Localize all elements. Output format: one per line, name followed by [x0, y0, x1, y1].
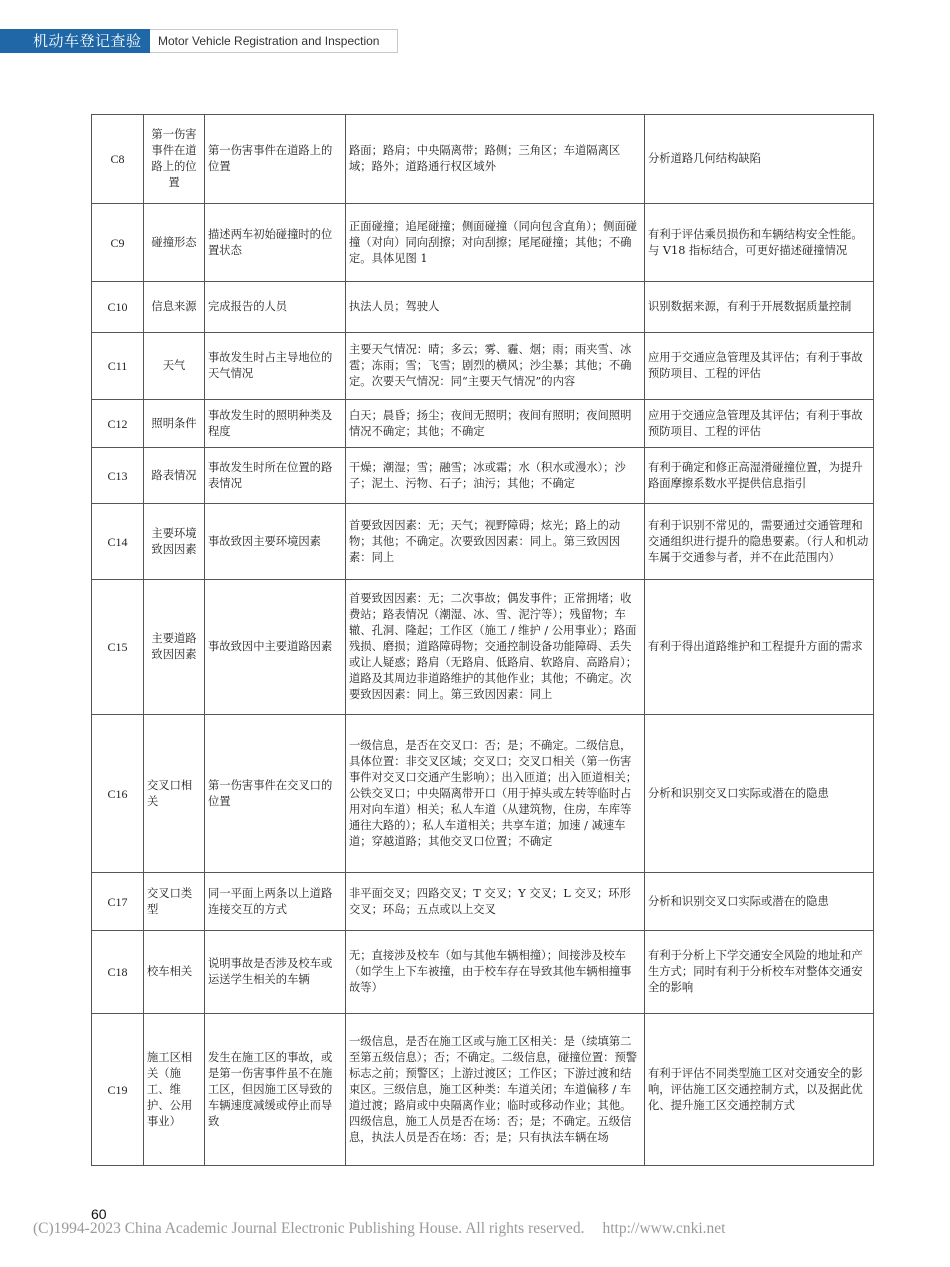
row-values: 一级信息，是否在交叉口：否；是；不确定。二级信息，具体位置：非交叉区域；交叉口；交叉口相关（第一伤害事件对交叉口交通产生影响）；出入匝道；出入匝道相关；公铁交叉口；中央隔离带开口（用于掉头或左转等临时占用对向车道）相关；私人车道（从建筑物，住房，车库等通往大路的）；私人车道相关；共享车道；加速 / 减速车道；穿越道路；其他交叉口位置；不确定 [346, 715, 645, 873]
row-name: 天气 [144, 333, 205, 400]
row-code: C11 [92, 333, 144, 400]
row-code: C18 [92, 931, 144, 1014]
copyright-text: (C)1994-2023 China Academic Journal Electronic Publishing House. All rights reserved. [33, 1220, 585, 1237]
row-description: 第一伤害事件在交叉口的位置 [205, 715, 346, 873]
row-description: 事故发生时的照明种类及程度 [205, 400, 346, 448]
row-description: 事故发生时占主导地位的天气情况 [205, 333, 346, 400]
row-name: 交叉口类型 [144, 873, 205, 931]
table-row [92, 448, 874, 504]
journal-header [0, 29, 398, 53]
row-name: 主要道路致因因素 [144, 580, 205, 715]
row-name: 路表情况 [144, 448, 205, 504]
table-row [92, 580, 874, 715]
row-application: 应用于交通应急管理及其评估；有利于事故预防项目、工程的评估 [645, 400, 874, 448]
row-values: 主要天气情况：晴；多云；雾、霾、烟；雨；雨夹雪、冰雹；冻雨；雪；飞雪；剧烈的横风；沙尘暴；其他；不确定。次要天气情况：同“主要天气情况”的内容 [346, 333, 645, 400]
row-application: 有利于评估乘员损伤和车辆结构安全性能。与 V18 指标结合，可更好描述碰撞情况 [645, 204, 874, 282]
row-application: 有利于分析上下学交通安全风险的地址和产生方式；同时有利于分析校车对整体交通安全的影响 [645, 931, 874, 1014]
row-description: 同一平面上两条以上道路连接交互的方式 [205, 873, 346, 931]
row-values: 路面；路肩；中央隔离带；路侧；三角区；车道隔离区域；路外；道路通行权区域外 [346, 115, 645, 204]
row-description: 事故发生时所在位置的路表情况 [205, 448, 346, 504]
table-row [92, 931, 874, 1014]
table-row [92, 715, 874, 873]
row-application: 分析和识别交叉口实际或潜在的隐患 [645, 715, 874, 873]
row-application: 识别数据来源，有利于开展数据质量控制 [645, 282, 874, 333]
row-name: 交叉口相关 [144, 715, 205, 873]
row-values: 正面碰撞；追尾碰撞；侧面碰撞（同向包含直角）；侧面碰撞（对向）同向刮擦；对向刮擦；尾尾碰撞；其他；不确定。具体见图 1 [346, 204, 645, 282]
row-name: 信息来源 [144, 282, 205, 333]
row-code: C10 [92, 282, 144, 333]
row-values: 白天；晨昏；扬尘；夜间无照明；夜间有照明；夜间照明情况不确定；其他；不确定 [346, 400, 645, 448]
table-row [92, 873, 874, 931]
table-row [92, 333, 874, 400]
row-name: 照明条件 [144, 400, 205, 448]
row-name: 碰撞形态 [144, 204, 205, 282]
row-application: 有利于评估不同类型施工区对交通安全的影响，评估施工区交通控制方式，以及据此优化、提升施工区交通控制方式 [645, 1014, 874, 1166]
row-code: C16 [92, 715, 144, 873]
journal-title-en: Motor Vehicle Registration and Inspection [150, 29, 398, 53]
row-description: 发生在施工区的事故，或是第一伤害事件虽不在施工区，但因施工区导致的车辆速度减缓或停止而导致 [205, 1014, 346, 1166]
row-code: C8 [92, 115, 144, 204]
row-code: C17 [92, 873, 144, 931]
row-values: 干燥；潮湿；雪；融雪；冰或霜；水（积水或漫水）；沙子；泥土、污物、石子；油污；其他；不确定 [346, 448, 645, 504]
row-values: 一级信息，是否在施工区或与施工区相关：是（续填第二至第五级信息）；否；不确定。二级信息，碰撞位置：预警标志之前；预警区；上游过渡区；工作区；下游过渡和结束区。三级信息，施工区种类：车道关闭；车道偏移 / 车道过渡；路肩或中央隔离作业；临时或移动作业；其他。四级信息，施工人员是否在场：否；是；不确定。五级信息，执法人员是否在场：否；是；只有执法车辆在场 [346, 1014, 645, 1166]
row-code: C15 [92, 580, 144, 715]
table-row [92, 400, 874, 448]
row-description: 第一伤害事件在道路上的位置 [205, 115, 346, 204]
row-values: 无；直接涉及校车（如与其他车辆相撞）；间接涉及校车（如学生上下车被撞，由于校车存在导致其他车辆相撞事故等） [346, 931, 645, 1014]
row-code: C14 [92, 504, 144, 580]
row-code: C12 [92, 400, 144, 448]
page-number: 60 [91, 1206, 107, 1222]
table-row [92, 504, 874, 580]
row-description: 完成报告的人员 [205, 282, 346, 333]
row-application: 有利于确定和修正高湿滑碰撞位置，为提升路面摩擦系数水平提供信息指引 [645, 448, 874, 504]
table-row [92, 204, 874, 282]
row-values: 首要致因因素：无；二次事故；偶发事件；正常拥堵；收费站；路表情况（潮湿、冰、雪、泥泞等）；残留物；车辙、孔洞、隆起；工作区（施工 / 维护 / 公用事业）；路面残损、磨损；道路障碍物；交通控制设备功能障碍、丢失或让人疑惑；路肩（无路肩、低路肩、软路肩、高路肩）；道路及其周边非道路维护的其他作业；其他；不确定。次要致因因素：同上。第三致因因素：同上 [346, 580, 645, 715]
data-element-table [91, 114, 874, 1166]
copyright-footer [33, 1220, 725, 1238]
row-values: 非平面交叉；四路交叉；T 交叉；Y 交叉；L 交叉；环形交叉；环岛；五点或以上交叉 [346, 873, 645, 931]
row-application: 有利于得出道路维护和工程提升方面的需求 [645, 580, 874, 715]
row-values: 执法人员；驾驶人 [346, 282, 645, 333]
row-application: 分析道路几何结构缺陷 [645, 115, 874, 204]
row-values: 首要致因因素：无；天气；视野障碍；炫光；路上的动物；其他；不确定。次要致因因素：同上。第三致因因素：同上 [346, 504, 645, 580]
row-code: C13 [92, 448, 144, 504]
row-description: 事故致因主要环境因素 [205, 504, 346, 580]
row-application: 分析和识别交叉口实际或潜在的隐患 [645, 873, 874, 931]
row-description: 描述两车初始碰撞时的位置状态 [205, 204, 346, 282]
journal-title-cn: 机动车登记查验 [0, 29, 150, 53]
table-row [92, 1014, 874, 1166]
table-row [92, 115, 874, 204]
row-description: 说明事故是否涉及校车或运送学生相关的车辆 [205, 931, 346, 1014]
footer-url: http://www.cnki.net [602, 1220, 726, 1237]
row-code: C9 [92, 204, 144, 282]
row-name: 施工区相关（施工、维护、公用事业） [144, 1014, 205, 1166]
row-code: C19 [92, 1014, 144, 1166]
row-application: 有利于识别不常见的，需要通过交通管理和交通组织进行提升的隐患要素。（行人和机动车属于交通参与者，并不在此范围内） [645, 504, 874, 580]
row-application: 应用于交通应急管理及其评估；有利于事故预防项目、工程的评估 [645, 333, 874, 400]
row-name: 主要环境致因因素 [144, 504, 205, 580]
row-name: 第一伤害事件在道路上的位置 [144, 115, 205, 204]
row-description: 事故致因中主要道路因素 [205, 580, 346, 715]
table-row [92, 282, 874, 333]
row-name: 校车相关 [144, 931, 205, 1014]
